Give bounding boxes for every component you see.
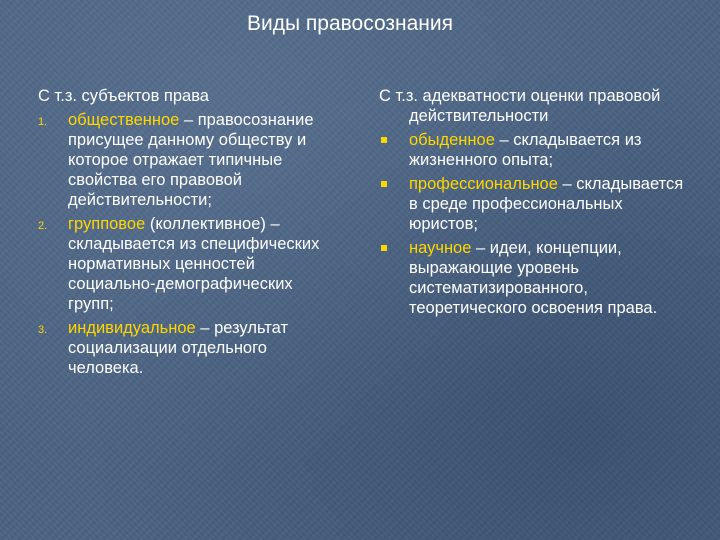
- right-column-heading: С т.з. адекватности оценки правовой действительности: [379, 87, 661, 125]
- item-text: – идеи, концепции, выражающие уровень систематизированного, теоретического освоения права.: [409, 239, 658, 317]
- list-number: 2.: [38, 220, 48, 232]
- item-text: – складывается из жизненного опыта;: [409, 131, 642, 169]
- term-highlight: индивидуальное: [68, 319, 196, 337]
- list-item: [38, 110, 338, 210]
- item-text: – правосознание присущее данному обществу и которое отражает типичные свойства его правовой действительности;: [68, 111, 314, 209]
- term-highlight: групповое: [68, 215, 146, 233]
- slide-title: Виды правосознания: [246, 12, 454, 35]
- term-highlight: профессиональное: [409, 175, 558, 193]
- right-column: [379, 86, 689, 318]
- square-bullet-icon: [381, 137, 387, 143]
- list-number: 3.: [38, 324, 48, 336]
- square-bullet-icon: [381, 245, 387, 251]
- term-highlight: общественное: [68, 111, 180, 129]
- left-column: [38, 86, 338, 378]
- list-item: [379, 238, 689, 318]
- left-list: [38, 110, 338, 378]
- term-highlight: научное: [409, 239, 472, 257]
- list-item: [38, 318, 338, 378]
- right-list: [379, 130, 689, 318]
- left-column-heading: С т.з. субъектов права: [38, 87, 209, 105]
- list-number: 1.: [38, 116, 48, 128]
- square-bullet-icon: [381, 181, 387, 187]
- list-item: [38, 214, 338, 314]
- item-text: – складывается в среде профессиональных юристов;: [409, 175, 684, 233]
- list-item: [379, 130, 689, 170]
- item-text: – результат социализации отдельного человека.: [68, 319, 288, 377]
- list-item: [379, 174, 689, 234]
- term-highlight: обыденное: [409, 131, 495, 149]
- item-text: (коллективное) – складывается из специфических нормативных ценностей социально-демографических групп;: [68, 215, 320, 313]
